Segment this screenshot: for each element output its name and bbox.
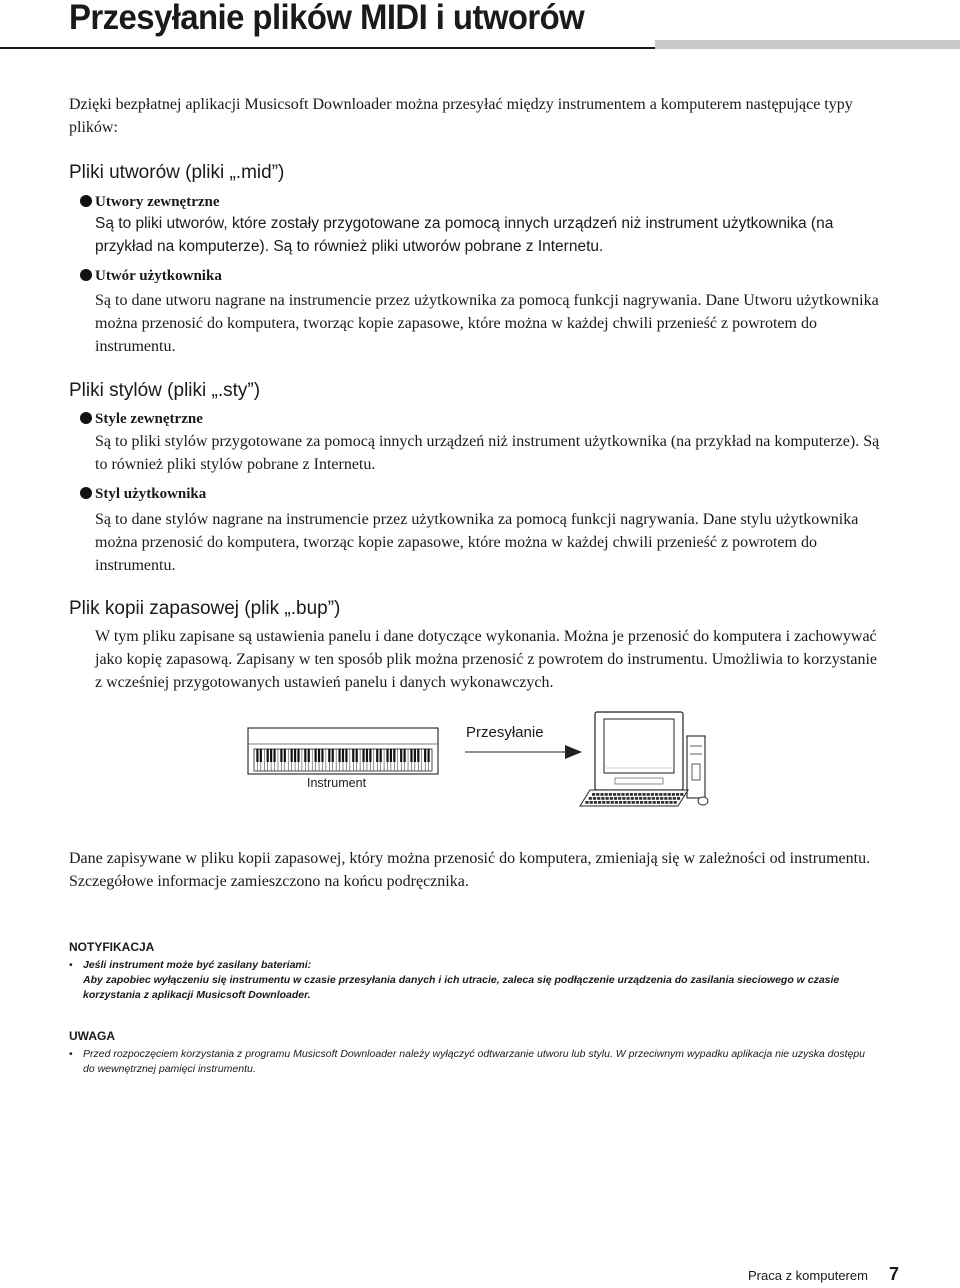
keyboard-key xyxy=(589,797,592,800)
keyboard-key xyxy=(656,797,659,800)
keyboard-key xyxy=(661,801,664,804)
black-key xyxy=(417,749,419,762)
keyboard-key xyxy=(610,797,613,800)
keyboard-key xyxy=(631,797,634,800)
item-text-user-song: Są to dane utworu nagrane na instrumencie przez użytkownika za pomocą funkcji nagrywania. Dane Utworu użytkownika można przenosić do komputera, tworząc kopie zapasowe, które można w każdej chwili przenieść z powrotem do instrumentu. xyxy=(95,292,879,355)
bullet-icon xyxy=(80,195,92,207)
bullet-icon xyxy=(80,487,92,499)
black-key xyxy=(273,749,275,762)
section-heading-mid: Pliki utworów (pliki „.mid”) xyxy=(69,162,285,183)
keyboard-key xyxy=(592,793,595,796)
keyboard-key xyxy=(585,801,588,804)
transfer-arrow-icon xyxy=(465,745,582,759)
keyboard-key xyxy=(621,793,624,796)
keyboard-key xyxy=(623,801,626,804)
black-key xyxy=(332,749,334,762)
keyboard-key xyxy=(676,793,679,796)
section-heading-bup: Plik kopii zapasowej (plik „.bup”) xyxy=(69,598,341,619)
notice-lead: Jeśli instrument może być zasilany bateriami: xyxy=(83,959,312,971)
black-key xyxy=(404,749,406,762)
black-key xyxy=(304,749,306,762)
keyboard-key xyxy=(677,797,680,800)
black-key xyxy=(424,749,426,762)
after-diagram-paragraph: Dane zapisywane w pliku kopii zapasowej, który można przenosić do komputera, zmieniają się w zależności od instrumentu. Szczegółowe informacje zamieszczono na końcu podręcznika. xyxy=(69,850,871,890)
item-text-user-style: Są to dane stylów nagrane na instrumencie przez użytkownika za pomocą funkcji nagrywania. Dane stylu użytkownika można przenosić do komputera, tworząc kopie zapasowe, które można w każdej chwili przenieść z powrotem do instrumentu. xyxy=(95,511,859,574)
item-heading-external-songs: Utwory zewnętrzne xyxy=(80,194,220,211)
keyboard-key xyxy=(602,801,605,804)
keyboard-key xyxy=(640,801,643,804)
keyboard-key xyxy=(635,797,638,800)
black-key xyxy=(297,749,299,762)
keyboard-key xyxy=(668,793,671,796)
keyboard-key xyxy=(648,801,651,804)
keyboard-key xyxy=(652,797,655,800)
black-key xyxy=(352,749,354,762)
caution-heading: UWAGA xyxy=(69,1029,115,1043)
black-key xyxy=(267,749,269,762)
keyboard-key xyxy=(630,793,633,796)
black-key xyxy=(291,749,293,762)
keyboard-key xyxy=(593,797,596,800)
keyboard-key xyxy=(626,793,629,796)
black-key xyxy=(380,749,382,762)
item-heading-user-style: Styl użytkownika xyxy=(80,486,206,503)
backup-paragraph: W tym pliku zapisane są ustawienia panelu i dane dotyczące wykonania. Można je przenosić do komputera i zachowywać jako kopię zapasową. Zapisany w ten sposób plik można przenosić z powrotem do instrumentu. Umożliwia to korzystanie z wcześniej przygotowanych ustawień panelu i danych wykonawczych. xyxy=(95,628,878,691)
keyboard-key xyxy=(598,801,601,804)
keyboard-key xyxy=(669,801,672,804)
keyboard-key xyxy=(617,793,620,796)
keyboard-key xyxy=(651,793,654,796)
intro-paragraph: Dzięki bezpłatnej aplikacji Musicsoft Downloader można przesyłać między instrumentem a komputerem następujące typy plików: xyxy=(69,96,853,136)
keyboard-key xyxy=(660,797,663,800)
keyboard-key xyxy=(622,797,625,800)
computer-illustration xyxy=(580,712,708,806)
keyboard-key xyxy=(648,797,651,800)
keyboard-key xyxy=(600,793,603,796)
item-text-external-styles: Są to pliki stylów przygotowane za pomocą innych urządzeń niż instrument użytkownika (na przykład na komputerze). Są to również pliki stylów pobrane z Internetu. xyxy=(95,433,880,473)
notice-heading: NOTYFIKACJA xyxy=(69,940,155,954)
black-key xyxy=(318,749,320,762)
item-text-external-songs: Są to pliki utworów, które zostały przygotowane za pomocą innych urządzeń niż instrument użytkownika (na przykład na komputerze). Są to również pliki utworów pobrane z Internetu. xyxy=(95,215,834,255)
bullet-icon xyxy=(80,412,92,424)
keyboard-key xyxy=(647,793,650,796)
black-key xyxy=(284,749,286,762)
keyboard-key xyxy=(632,801,635,804)
keyboard-key xyxy=(663,793,666,796)
black-key xyxy=(414,749,416,762)
black-key xyxy=(356,749,358,762)
black-key xyxy=(270,749,272,762)
keyboard-key xyxy=(657,801,660,804)
keyboard-key xyxy=(669,797,672,800)
keyboard-key xyxy=(606,801,609,804)
keyboard-key xyxy=(672,793,675,796)
notice-bullet: • xyxy=(69,959,73,971)
keyboard-key xyxy=(636,801,639,804)
black-key xyxy=(362,749,364,762)
keyboard-key xyxy=(674,801,677,804)
page-title: Przesyłanie plików MIDI i utworów xyxy=(69,0,585,37)
black-key xyxy=(390,749,392,762)
black-key xyxy=(338,749,340,762)
black-key xyxy=(427,749,429,762)
keyboard-key xyxy=(596,793,599,796)
keyboard-key xyxy=(619,801,622,804)
black-key xyxy=(410,749,412,762)
caution-item xyxy=(69,1047,869,1077)
black-key xyxy=(256,749,258,762)
keyboard-key xyxy=(643,797,646,800)
transfer-diagram xyxy=(240,706,720,816)
section-heading-sty: Pliki stylów (pliki „.sty”) xyxy=(69,380,261,401)
keyboard-key xyxy=(606,797,609,800)
item-heading-external-styles: Style zewnętrzne xyxy=(80,411,203,428)
keyboard-key xyxy=(664,797,667,800)
keyboard-key xyxy=(618,797,621,800)
keyboard-key xyxy=(605,793,608,796)
page-number: 7 xyxy=(889,1264,900,1284)
instrument-label: Instrument xyxy=(307,776,367,790)
keyboard-key xyxy=(597,797,600,800)
title-underline xyxy=(0,47,655,49)
black-key xyxy=(315,749,317,762)
keyboard-key xyxy=(659,793,662,796)
black-key xyxy=(386,749,388,762)
black-key xyxy=(308,749,310,762)
keyboard-key xyxy=(653,801,656,804)
black-key xyxy=(400,749,402,762)
notice-text: Aby zapobiec wyłączeniu się instrumentu w czasie przesyłania danych i ich utracie, zaleca się podłączenie urządzenia do zasilania sieciowego w czasie korzystania z aplikacji Musicsoft Downloader. xyxy=(83,974,840,1001)
caution-text: Przed rozpoczęciem korzystania z programu Musicsoft Downloader należy wyłączyć odtwarzanie utworu lub stylu. W przeciwnym wypadku aplikacja nie uzyska dostępu do wewnętrznej pamięci instrumentu. xyxy=(83,1048,865,1075)
keyboard-key xyxy=(615,801,618,804)
keyboard-key xyxy=(601,797,604,800)
black-key xyxy=(294,749,296,762)
black-key xyxy=(366,749,368,762)
black-key xyxy=(393,749,395,762)
notice-item xyxy=(69,958,869,1003)
keyboard-key xyxy=(627,801,630,804)
black-key xyxy=(260,749,262,762)
keyboard-key xyxy=(673,797,676,800)
caution-bullet: • xyxy=(69,1048,73,1060)
black-key xyxy=(280,749,282,762)
transfer-label: Przesyłanie xyxy=(466,724,544,741)
keyboard-key xyxy=(639,797,642,800)
keyboard-key xyxy=(590,801,593,804)
black-key xyxy=(345,749,347,762)
keyboard-key xyxy=(665,801,668,804)
keyboard-key xyxy=(642,793,645,796)
bullet-icon xyxy=(80,269,92,281)
keyboard-key xyxy=(609,793,612,796)
keyboard-key xyxy=(634,793,637,796)
black-key xyxy=(342,749,344,762)
keyboard-key xyxy=(638,793,641,796)
keyboard-key xyxy=(613,793,616,796)
footer-section-title: Praca z komputerem xyxy=(748,1268,868,1283)
keyboard-key xyxy=(627,797,630,800)
keyboard-key xyxy=(680,793,683,796)
title-gray-bar xyxy=(655,40,960,49)
keyboard-key xyxy=(644,801,647,804)
black-key xyxy=(328,749,330,762)
keyboard-key xyxy=(611,801,614,804)
black-key xyxy=(369,749,371,762)
keyboard-key xyxy=(594,801,597,804)
keyboard-key xyxy=(655,793,658,796)
keyboard-key xyxy=(614,797,617,800)
keyboard-illustration xyxy=(248,728,438,774)
item-heading-user-song: Utwór użytkownika xyxy=(80,268,222,285)
black-key xyxy=(376,749,378,762)
black-key xyxy=(321,749,323,762)
